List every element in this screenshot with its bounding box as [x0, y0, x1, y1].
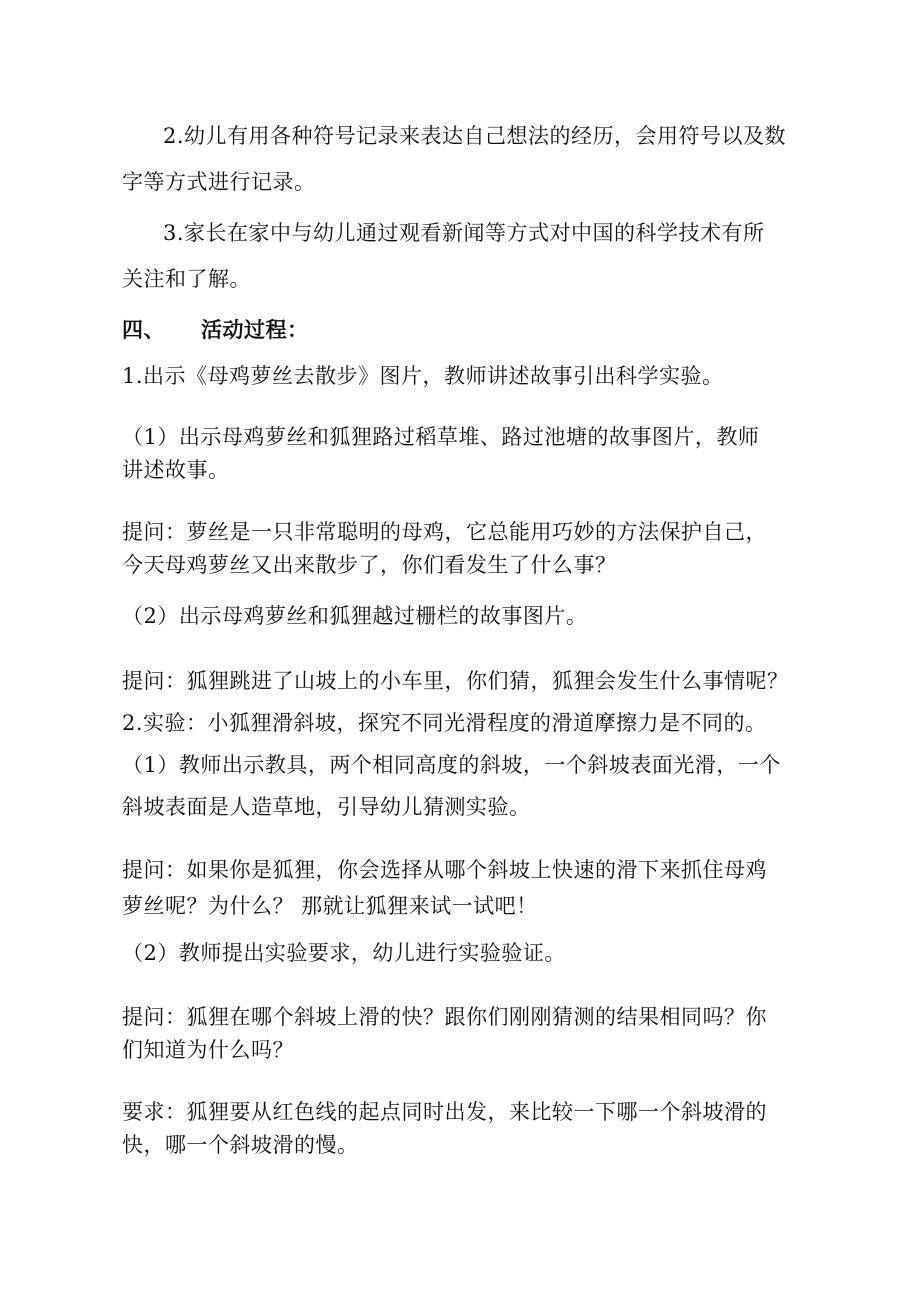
requirement-line2: 快，哪一个斜坡滑的慢。: [122, 1133, 359, 1157]
step1-sub1-line2: 讲述故事。: [122, 458, 230, 482]
step2-sub1-line1: （1）教师出示教具，两个相同高度的斜坡，一个斜坡表面光滑，一个: [122, 753, 781, 777]
step2-sub2: （2）教师提出实验要求，幼儿进行实验验证。: [122, 941, 566, 965]
question2: 提问：狐狸跳进了山坡上的小车里，你们猜，狐狸会发生什么事情呢？: [122, 669, 789, 693]
item3-line2: 关注和了解。: [122, 267, 251, 291]
question3-line1: 提问：如果你是狐狸，你会选择从哪个斜坡上快速的滑下来抓住母鸡: [122, 858, 767, 882]
section-title: 活动过程：: [201, 317, 309, 342]
item2-line1: 2.幼儿有用各种符号记录来表达自己想法的经历，会用符号以及数: [163, 124, 787, 148]
step1-sub2: （2）出示母鸡萝丝和狐狸越过栅栏的故事图片。: [122, 604, 588, 628]
question1-line1: 提问：萝丝是一只非常聪明的母鸡，它总能用巧妙的方法保护自己，: [122, 520, 767, 544]
question1-line2: 今天母鸡萝丝又出来散步了，你们看发生了什么事？: [122, 553, 617, 577]
item3-line1: 3.家长在家中与幼儿通过观看新闻等方式对中国的科学技术有所: [163, 221, 765, 245]
question3-line2: 萝丝呢？为什么？ 那就让狐狸来试一试吧！: [122, 894, 538, 918]
question4-line1: 提问：狐狸在哪个斜坡上滑的快？跟你们刚刚猜测的结果相同吗？你: [122, 1005, 767, 1029]
section-heading: [122, 316, 309, 344]
section-number: 四、: [122, 317, 165, 342]
step2: 2.实验：小狐狸滑斜坡，探究不同光滑程度的滑道摩擦力是不同的。: [122, 711, 767, 735]
item2-line2: 字等方式进行记录。: [122, 170, 316, 194]
step1: 1.出示《母鸡萝丝去散步》图片，教师讲述故事引出科学实验。: [122, 364, 724, 388]
question4-line2: 们知道为什么吗？: [122, 1038, 294, 1062]
step2-sub1-line2: 斜坡表面是人造草地，引导幼儿猜测实验。: [122, 795, 531, 819]
step1-sub1-line1: （1）出示母鸡萝丝和狐狸路过稻草堆、路过池塘的故事图片，教师: [122, 425, 760, 449]
requirement-line1: 要求：狐狸要从红色线的起点同时出发，来比较一下哪一个斜坡滑的: [122, 1100, 767, 1124]
